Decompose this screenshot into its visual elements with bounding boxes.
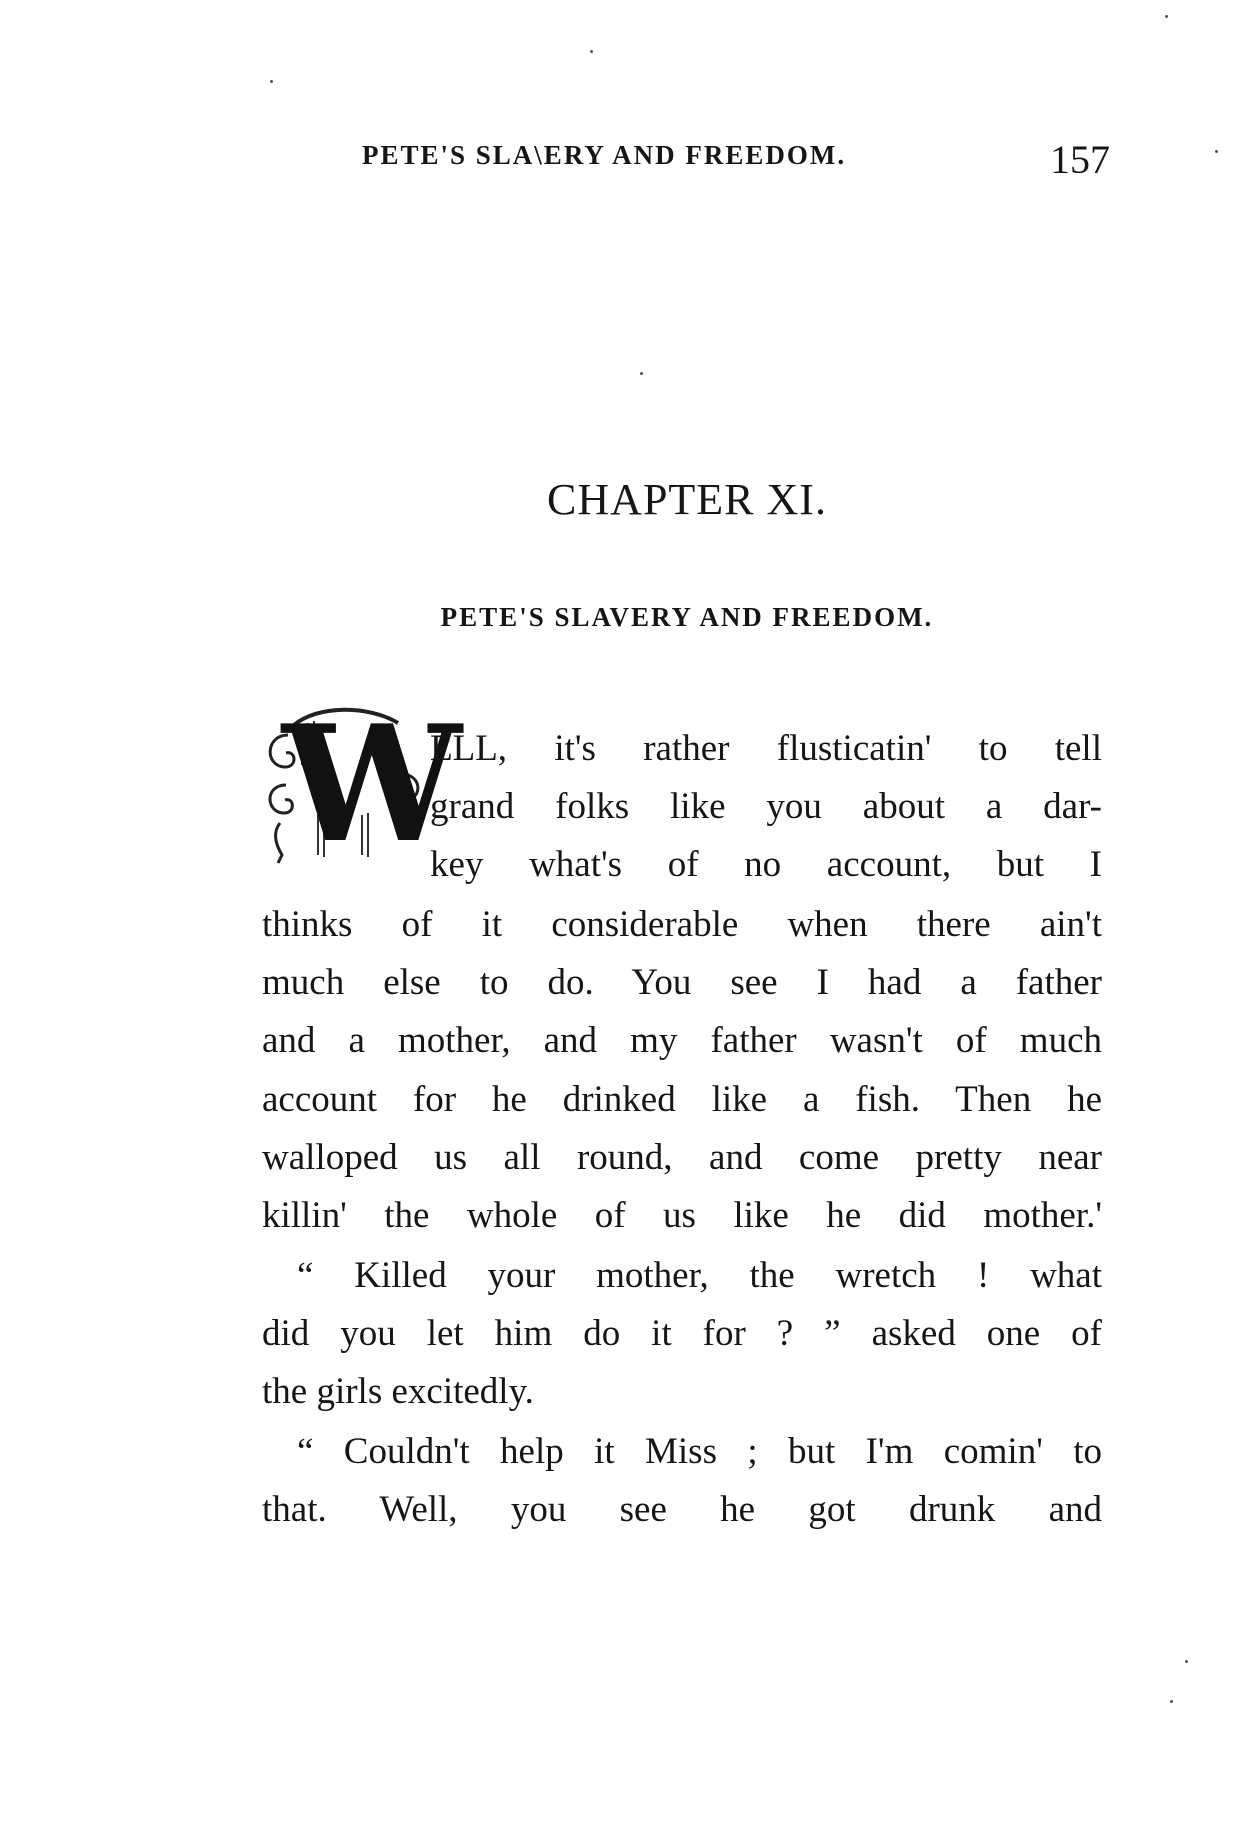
text-line: did you let him do it for ? ” asked one of (262, 1313, 1102, 1354)
running-head: PETE'S SLA\ERY AND FREEDOM. (362, 140, 847, 170)
drop-cap-letter: W (282, 690, 462, 878)
chapter-title: CHAPTER XI. (547, 475, 827, 524)
text-line: much else to do. You see I had a father (262, 962, 1102, 1003)
chapter-subtitle: PETE'S SLAVERY AND FREEDOM. (440, 602, 934, 632)
text-line: ELL, it's rather flusticatin' to tell (430, 728, 1102, 769)
scan-speck (640, 372, 643, 375)
text-line: “ Couldn't help it Miss ; but I'm comin' to (297, 1431, 1102, 1472)
text-line: that. Well, you see he got drunk and (262, 1489, 1102, 1530)
scan-speck (1170, 1700, 1173, 1703)
text-line: “ Killed your mother, the wretch ! what (297, 1255, 1102, 1296)
text-line: grand folks like you about a dar- (430, 786, 1102, 827)
text-line: killin' the whole of us like he did mother.' (262, 1195, 1102, 1236)
scan-speck (1185, 1660, 1188, 1663)
scan-speck (1165, 15, 1168, 18)
scan-speck (270, 80, 273, 83)
scan-speck (590, 50, 593, 53)
ornamental-drop-cap (258, 690, 462, 878)
text-line: walloped us all round, and come pretty near (262, 1137, 1102, 1178)
scan-speck (1215, 150, 1218, 153)
page-number: 157 (1050, 137, 1110, 182)
text-line: account for he drinked like a fish. Then he (262, 1079, 1102, 1120)
text-line: thinks of it considerable when there ain't (262, 904, 1102, 945)
text-line: the girls excitedly. (262, 1371, 534, 1412)
text-line: key what's of no account, but I (430, 844, 1102, 885)
text-line: and a mother, and my father wasn't of much (262, 1020, 1102, 1061)
